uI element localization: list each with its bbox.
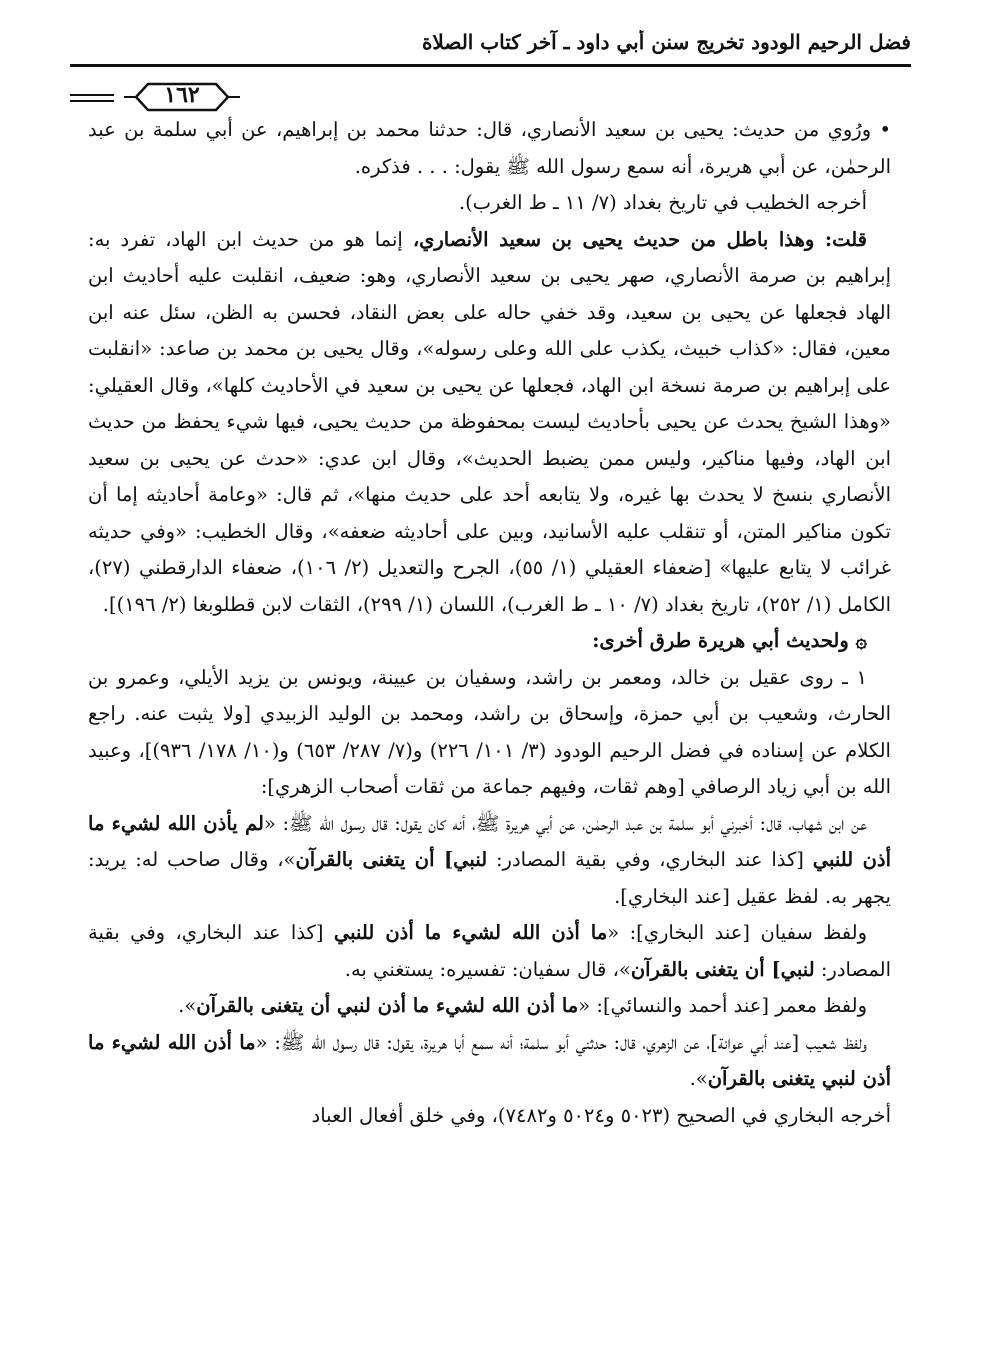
paragraph-chain-list (88, 660, 891, 806)
bold-run: ما أذن الله لشيء ما أذن لنبي أن يتغنى بالقرآن (196, 994, 579, 1017)
paragraph-takhrij (88, 185, 891, 222)
paragraph-shuayb (88, 1025, 891, 1098)
page-body (88, 112, 891, 1134)
paragraph-aqil (88, 806, 891, 916)
paragraph-narration (88, 112, 891, 185)
text-run: أخرجه الخطيب في تاريخ بغداد (٧/ ١١ ـ ط الغرب). (458, 191, 867, 214)
paragraph-verdict (88, 222, 891, 624)
bold-run: قلت: وهذا باطل من حديث يحيى بن سعيد الأنصاري، (412, 227, 867, 251)
text-run: ولفظ سفيان [عند البخاري]: « (607, 921, 867, 944)
page-number: ١٦٢ (164, 82, 200, 108)
text-run: عن ابن شهاب، قال: أخبرني أبو سلمة بن عبد الرحمٰن، عن أبي هريرة ﷺ، أنه كان يقول: قال رسول الله ﷺ: « (263, 811, 867, 835)
paragraph-subheading (88, 623, 891, 660)
bold-run: لم يأذن الله لشيء ما أذن للنبي (88, 811, 892, 871)
paragraph-sufyan (88, 915, 891, 988)
paragraph-mamar (88, 988, 891, 1025)
bold-run: لنبي] أن يتغنى بالقرآن (295, 848, 488, 871)
text-run: أخرجه البخاري في الصحيح (٥٠٢٣ و٥٠٢٤ و٧٤٨٢)، وفي خلق أفعال العباد (311, 1103, 891, 1127)
page-header (70, 30, 911, 110)
text-run: [كذا عند البخاري، وفي بقية المصادر: (487, 848, 813, 871)
bold-run: لنبي] أن يتغنى بالقرآن (630, 957, 815, 981)
text-run: إنما هو من حديث ابن الهاد، تفرد به: إبراهيم بن صرمة الأنصاري، صهر يحيى بن سعيد الأنصاري، وهو: ضعيف، انقلبت عليه أحاديث ابن الهاد فجعلها عن يحيى بن سعيد، وقد خفي حاله على بعض النقاد، فحسن به الظن، سئل عنه ابن معين، فقال: «كذاب خبيث، يكذب على الله وعلى رسوله»، وقال يحيى بن محمد بن صاعد: «انقلبت على إبراهيم بن صرمة نسخة ابن الهاد، فجعلها عن يحيى بن سعيد في الأحاديث كلها»، وقال العقيلي: «وهذا الشيخ يحدث عن يحيى بأحاديث ليست بمحفوظة من حديث يحيى، فيها شيء يحفظ من حديث ابن الهاد، وفيها مناكير، وليس ممن يضبط الحديث»، وقال ابن عدي: «حدث عن يحيى بن سعيد الأنصاري بنسخ لا يحدث بها غيره، ولا يتابعه أحد على حديث منها»، ثم قال: «وعامة أحاديثه إما أن تكون مناكير المتن، أو تنقلب عليه الأسانيد، وبين على أحاديثه ضعفه»، وقال الخطيب: «وفي حديثه غرائب لا يتابع عليها» [ضعفاء العقيلي (١/ ٥٥)، الجرح والتعديل (٢/ ١٠٦)، ضعفاء الدارقطني (٢٧)، الكامل (١/ ٢٥٢)، تاريخ بغداد (٧/ ١٠ ـ ط الغرب)، اللسان (١/ ٢٩٩)، الثقات لابن قطلوبغا (٢/ ١٩٦)]. (88, 227, 891, 616)
text-run: ١ ـ روى عقيل بن خالد، ومعمر بن راشد، وسفيان بن عيينة، ويونس بن يزيد الأيلي، وعمرو بن الحارث، وشعيب بن أبي حمزة، وإسحاق بن راشد، ومحمد بن الوليد الزبيدي [ولا يثبت عنه. راجع الكلام عن إسناده في فضل الرحيم الودود (٣/ ١٠١/ ٢٢٦) و(٧/ ٢٨٧/ ٦٥٣) و(١٠/ ١٧٨/ ٩٣٦)]، وعبيد الله بن أبي زياد الرصافي [وهم ثقات، وفيهم جماعة من ثقات أصحاب الزهري]: (88, 665, 891, 798)
text-run: »، وقال صاحب له: يريد: يجهر به. لفظ عقيل [عند البخاري]. (88, 848, 891, 908)
page-number-badge (122, 80, 242, 114)
header-ornament-line (70, 100, 114, 102)
text-run: • ورُوي من حديث: يحيى بن سعيد الأنصاري، قال: حدثنا محمد بن إبراهيم، عن أبي سلمة بن عبد الرحمٰن، عن أبي هريرة، أنه سمع رسول الله ﷺ يقول: . . . فذكره. (88, 118, 891, 178)
text-run: ولفظ معمر [عند أحمد والنسائي]: « (578, 994, 867, 1017)
text-run: »، قال سفيان: تفسيره: يستغني به. (344, 957, 631, 981)
text-run: ولفظ شعيب [عند أبي عوانة]، عن الزهري، قال: حدثني أبو سلمة؛ أنه سمع أبا هريرة، يقول: قال رسول الله ﷺ: « (255, 1030, 867, 1054)
bold-run: ما أذن الله لشيء ما أذن للنبي (333, 921, 608, 944)
running-title: فضل الرحيم الودود تخريج سنن أبي داود ـ آخر كتاب الصلاة (421, 30, 911, 54)
text-run: ». (178, 994, 197, 1017)
bold-run: ما أذن الله لشيء ما أذن لنبي يتغنى بالقرآن (88, 1030, 891, 1090)
header-ornament-line (70, 94, 114, 96)
text-run: ». (689, 1067, 708, 1090)
subheading: ۞ ولحديث أبي هريرة طرق أخرى: (592, 629, 867, 652)
text-run: [كذا عند البخاري، وفي بقية المصادر: (88, 921, 891, 981)
paragraph-bukhari (88, 1098, 891, 1135)
header-rule (70, 64, 911, 67)
